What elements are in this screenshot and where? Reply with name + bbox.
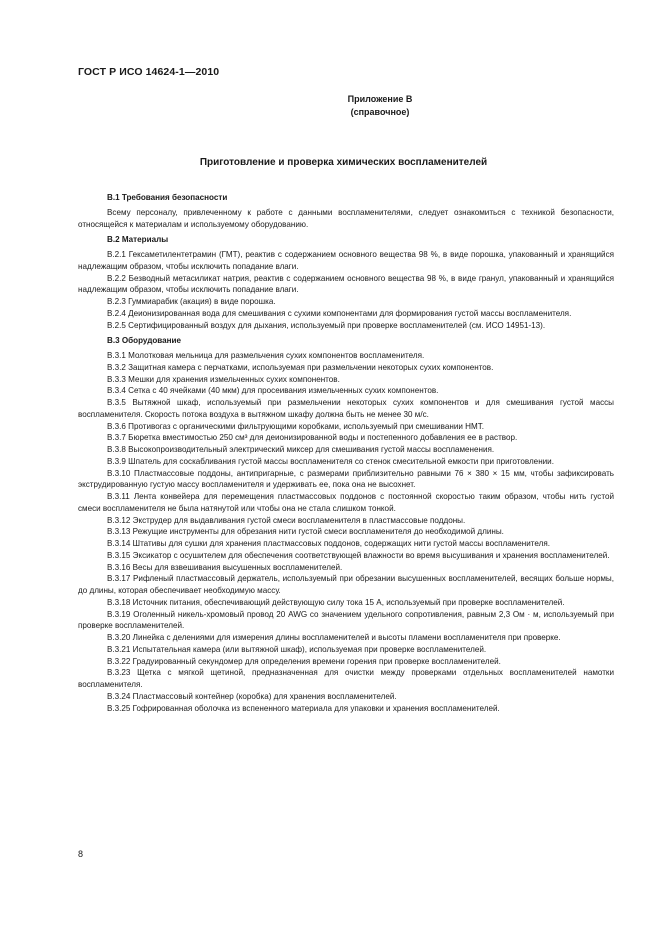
appendix-subtitle: (справочное)	[350, 107, 410, 117]
paragraph: Всему персоналу, привлеченному к работе с данными воспламенителями, следует ознакомиться с техникой безопасности, относящейся к материалам и используемому оборудованию.	[78, 207, 614, 229]
paragraph: В.3.17 Рифленый пластмассовый держатель, используемый при обрезании высушенных воспламенителей, весящих больше нормы, до длины, которая обеспечивает необходимую массу.	[78, 574, 614, 595]
paragraph: В.3.23 Щетка с мягкой щетиной, предназначенная для очистки между проверками отдельных воспламенителей намотки воспламенителя.	[78, 668, 614, 689]
paragraph: В.3.11 Лента конвейера для перемещения пластмассовых поддонов с постоянной скоростью таким образом, чтобы нить густой смеси воспламенителя не была натянутой или чтобы она не стала слишком тонкой.	[78, 492, 614, 513]
page-number: 8	[78, 849, 84, 859]
paragraph: В.3.12 Экструдер для выдавливания густой смеси воспламенителя в пластмассовые поддоны.	[107, 515, 466, 525]
paragraph: В.3.1 Молотковая мельница для размельчения сухих компонентов воспламенителя.	[107, 351, 425, 360]
appendix-main-title: Приготовление и проверка химических воспламенителей	[199, 157, 488, 168]
paragraph: В.3.2 Защитная камера с перчатками, используемая при размельчении некоторых сухих компонентов.	[107, 362, 494, 372]
paragraph: В.3.22 Градуированный секундомер для определения времени горения при проверке воспламенителей.	[107, 656, 501, 666]
paragraph: В.3.13 Режущие инструменты для обрезания нити густой смеси воспламенителя до необходимой длины.	[107, 527, 504, 537]
paragraph: В.2.1 Гексаметилентетрамин (ГМТ), реактив с содержанием основного вещества 98 %, в виде порошка, упакованный и хранящийся надлежащим образом, чтобы исключить попадание влаги.	[78, 250, 614, 271]
appendix-title: Приложение В	[347, 94, 413, 104]
paragraph: В.3.6 Противогаз с органическими фильтрующими коробками, используемый при смешивании НМТ.	[107, 421, 484, 431]
document-header: ГОСТ Р ИСО 14624-1—2010	[78, 66, 220, 78]
paragraph: В.3.21 Испытательная камера (или вытяжной шкаф), используемая при проверке воспламенителей.	[107, 644, 487, 654]
paragraph: В.3.8 Высокопроизводительный электрический миксер для смешивания густой массы воспламенения.	[107, 445, 495, 454]
paragraph: В.3.4 Сетка с 40 ячейками (40 мкм) для просеивания измельченных сухих компонентов.	[107, 386, 439, 396]
paragraph: В.3.19 Оголенный никель-хромовый провод 20 AWG со значением удельного сопротивления, равным 2,3 Ом · м, используемый при проверке воспламенителей.	[78, 609, 614, 631]
document-body	[78, 192, 614, 714]
section-heading: В.1 Требования безопасности	[107, 193, 228, 202]
paragraph: В.3.14 Штативы для сушки для хранения пластмассовых поддонов, содержащих нити густой массы воспламенителя.	[107, 539, 550, 548]
appendix-heading	[266, 93, 494, 119]
paragraph: В.3.20 Линейка с делениями для измерения длины воспламенителей и высоты пламени воспламенителя при проверке.	[107, 633, 561, 642]
paragraph: В.3.5 Вытяжной шкаф, используемый при размельчении некоторых сухих компонентов и для смешивания густой массы воспламенителя. Скорость потока воздуха в вытяжном шкафу должна быть не менее 30 м/с.	[78, 398, 614, 419]
paragraph: В.3.3 Мешки для хранения измельченных сухих компонентов.	[107, 374, 340, 384]
paragraph: В.3.9 Шпатель для соскабливания густой массы воспламенителя со стенок смесительной емкости при приготовлении.	[107, 456, 554, 466]
paragraph: В.3.7 Бюретка вместимостью 250 см³ для деионизированной воды и постепенного добавления ее в раствор.	[107, 433, 518, 443]
section-heading: В.2 Материалы	[107, 235, 169, 245]
paragraph: В.3.15 Эксикатор с осушителем для обеспечения соответствующей влажности во время высушивания и хранения воспламенителей.	[107, 550, 610, 560]
paragraph: В.2.5 Сертифицированный воздух для дыхания, используемый при проверке воспламенителей (см. ИСО 14951-13).	[107, 320, 546, 330]
section-heading: В.3 Оборудование	[107, 336, 182, 346]
paragraph: В.3.25 Гофрированная оболочка из вспененного материала для упаковки и хранения воспламенителей.	[107, 703, 500, 713]
paragraph: В.3.10 Пластмассовые поддоны, антипригарные, с размерами приблизительно равными 76 × 380 × 15 мм, чтобы зафиксировать экструдированную густую массу воспламенителя и удерживать ее, пока она не высохнет.	[78, 468, 614, 490]
paragraph: В.3.16 Весы для взвешивания высушенных воспламенителей.	[107, 562, 343, 572]
paragraph: В.2.2 Безводный метасиликат натрия, реактив с содержанием основного вещества 98 %, в виде гранул, упакованный и хранящийся надлежащим образом, чтобы исключить попадание влаги.	[78, 273, 614, 295]
paragraph: В.2.4 Деионизированная вода для смешивания с сухими компонентами для формирования густой массы воспламенителя.	[107, 308, 572, 318]
paragraph: В.3.18 Источник питания, обеспечивающий действующую силу тока 15 А, используемый при проверке воспламенителей.	[107, 597, 565, 607]
paragraph: В.3.24 Пластмассовый контейнер (коробка) для хранения воспламенителей.	[107, 691, 397, 701]
paragraph: В.2.3 Гуммиарабик (акация) в виде порошка.	[107, 297, 276, 306]
